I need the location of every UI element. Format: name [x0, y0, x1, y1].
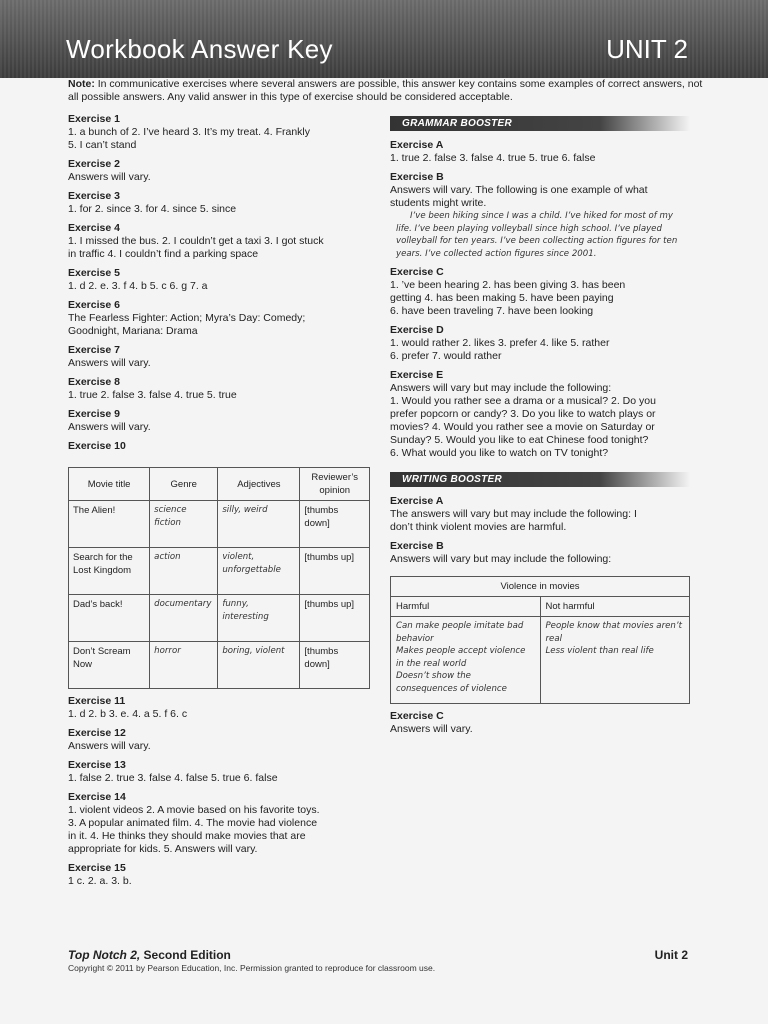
table-cell: [thumbs up]	[300, 595, 370, 642]
table-cell: [thumbs up]	[300, 548, 370, 595]
exercise-answer: 1. false 2. true 3. false 4. false 5. true 6. false	[68, 772, 278, 784]
exercise-answer: 1. violent videos 2. A movie based on his favorite toys.	[68, 804, 320, 816]
list-item: Can make people imitate bad behavior	[396, 621, 524, 644]
exercise-answer: The answers will vary but may include the following: I	[390, 508, 637, 520]
exercise-answer: Answers will vary.	[68, 171, 151, 183]
exercise-answer: prefer popcorn or candy? 3. Do you like to watch plays or	[390, 408, 656, 420]
table-cell: documentary	[150, 595, 218, 642]
table-cell: funny, interesting	[218, 595, 300, 642]
exercise-answer: 1. true 2. false 3. false 4. true 5. true 6. false	[390, 152, 596, 164]
note-label: Note:	[68, 78, 95, 90]
table-cell: action	[150, 548, 218, 595]
copyright-notice: Copyright © 2011 by Pearson Education, Inc. Permission granted to reproduce for classroom use.	[68, 963, 436, 973]
exercise-answer: 1. I missed the bus. 2. I couldn’t get a taxi 3. I got stuck	[68, 235, 324, 247]
table-cell: silly, weird	[218, 501, 300, 548]
exercise-answer: Answers will vary but may include the following:	[390, 382, 612, 394]
table-cell: boring, violent	[218, 642, 300, 689]
note-paragraph	[68, 78, 708, 104]
table-row	[69, 642, 370, 689]
exercise-title: Exercise 9	[68, 408, 120, 420]
exercise-answer: 5. I can’t stand	[68, 139, 137, 151]
exercise-answer: Answers will vary.	[390, 723, 473, 735]
example-paragraph: I’ve been hiking since I was a child. I’ve hiked for most of my life. I’ve been playing volleyball since high school. I’ve played volleyball for ten years. I’ve been collecting action figures for ten years. I’ve collected action figures since 2001.	[396, 211, 678, 259]
table-row	[391, 617, 690, 704]
exercise-answer: 6. prefer 7. would rather	[390, 350, 502, 362]
exercise-title: Exercise 13	[68, 759, 126, 771]
footer-book-title	[68, 948, 231, 962]
table-cell: Search for the Lost Kingdom	[69, 548, 150, 595]
exercise-title: Exercise 8	[68, 376, 120, 388]
table-cell: horror	[150, 642, 218, 689]
exercise-answer: Answers will vary. The following is one example of what	[390, 184, 648, 196]
page-header	[0, 0, 768, 78]
exercise-answer: 6. have been traveling 7. have been looking	[390, 305, 594, 317]
exercise-answer: 1. true 2. false 3. false 4. true 5. true	[68, 389, 237, 401]
exercise-title: Exercise 14	[68, 791, 126, 803]
exercise-title: Exercise 5	[68, 267, 120, 279]
harmful-cell	[391, 617, 541, 704]
exercise-answer: 1. ’ve been hearing 2. has been giving 3. has been	[390, 279, 626, 291]
exercise-answer: Answers will vary.	[68, 421, 151, 433]
writing-booster-banner: WRITING BOOSTER	[390, 472, 690, 487]
exercise-answer: don’t think violent movies are harmful.	[390, 521, 567, 533]
exercise-answer: 1 c. 2. a. 3. b.	[68, 875, 132, 887]
exercise-answer: 6. What would you like to watch on TV tonight?	[390, 447, 609, 459]
exercise-answer: students might write.	[390, 197, 487, 209]
exercise-title: Exercise 3	[68, 190, 120, 202]
note-text: In communicative exercises where several answers are possible, this answer key contains some examples of correct answers, not all possible answers. Any valid answer in this type of exercise should be considered acceptable.	[68, 78, 703, 103]
table-row	[69, 595, 370, 642]
exercise-answer: movies? 4. Would you rather see a movie on Saturday or	[390, 421, 655, 433]
exercise-title: Exercise B	[390, 540, 444, 552]
exercise-title: Exercise D	[390, 324, 444, 336]
exercise-title: Exercise 15	[68, 862, 126, 874]
exercise-title: Exercise 2	[68, 158, 120, 170]
exercise-answer: getting 4. has been making 5. have been paying	[390, 292, 614, 304]
exercise-title: Exercise 10	[68, 440, 126, 452]
table-cell: science fiction	[150, 501, 218, 548]
exercise-title: Exercise C	[390, 266, 444, 278]
exercise-answer: 3. A popular animated film. 4. The movie had violence	[68, 817, 318, 829]
footer-title: Top Notch 2,	[68, 948, 141, 962]
exercise-answer: Answers will vary.	[68, 357, 151, 369]
footer-edition: Second Edition	[140, 948, 231, 962]
list-item: Doesn’t show the consequences of violence	[396, 671, 507, 694]
exercise-answer: 1. Would you rather see a drama or a musical? 2. Do you	[390, 395, 656, 407]
table-cell: violent, unforgettable	[218, 548, 300, 595]
exercise-title: Exercise 6	[68, 299, 120, 311]
page-title: Workbook Answer Key	[66, 34, 333, 64]
table-cell: Don’t Scream Now	[69, 642, 150, 689]
unit-label: UNIT 2	[606, 34, 688, 64]
exercise-answer: in it. 4. He thinks they should make movies that are	[68, 830, 306, 842]
exercise-answer: appropriate for kids. 5. Answers will vary.	[68, 843, 258, 855]
table-cell: [thumbs down]	[300, 642, 370, 689]
exercise-title: Exercise 12	[68, 727, 126, 739]
exercise-answer: in traffic 4. I couldn’t find a parking space	[68, 248, 259, 260]
exercise-title: Exercise 1	[68, 113, 120, 125]
exercise-answer: 1. d 2. b 3. e. 4. a 5. f 6. c	[68, 708, 188, 720]
right-column	[390, 116, 690, 736]
table-row	[69, 501, 370, 548]
movies-table	[68, 467, 370, 689]
list-item: Makes people accept violence in the real world	[396, 646, 526, 669]
table-row	[69, 548, 370, 595]
exercise-title: Exercise C	[390, 710, 444, 722]
table-header: Genre	[150, 468, 218, 501]
exercise-answer: 1. would rather 2. likes 3. prefer 4. like 5. rather	[390, 337, 610, 349]
exercise-answer: Sunday? 5. Would you like to eat Chinese food tonight?	[390, 434, 649, 446]
exercise-title: Exercise 4	[68, 222, 120, 234]
table-header: Harmful	[391, 597, 541, 617]
exercise-title: Exercise B	[390, 171, 444, 183]
grammar-booster-banner: GRAMMAR BOOSTER	[390, 116, 690, 131]
exercise-answer: Answers will vary but may include the following:	[390, 553, 612, 565]
exercise-title: Exercise 7	[68, 344, 120, 356]
exercise-answer: 1. a bunch of 2. I’ve heard 3. It’s my treat. 4. Frankly	[68, 126, 311, 138]
list-item: Less violent than real life	[545, 646, 654, 656]
exercise-title: Exercise 11	[68, 695, 126, 707]
table-header: Reviewer’s opinion	[300, 468, 370, 501]
exercise-answer: Goodnight, Mariana: Drama	[68, 325, 198, 337]
list-item: People know that movies aren’t real	[545, 621, 682, 644]
exercise-answer: Answers will vary.	[68, 740, 151, 752]
not-harmful-cell	[540, 617, 690, 704]
exercise-answer: 1. d 2. e. 3. f 4. b 5. c 6. g 7. a	[68, 280, 208, 292]
exercise-title: Exercise A	[390, 495, 444, 507]
left-column	[68, 113, 368, 888]
exercise-title: Exercise E	[390, 369, 444, 381]
exercise-answer: The Fearless Fighter: Action; Myra’s Day: Comedy;	[68, 312, 306, 324]
table-header: Adjectives	[218, 468, 300, 501]
footer-unit: Unit 2	[654, 948, 688, 962]
exercise-answer: 1. for 2. since 3. for 4. since 5. since	[68, 203, 237, 215]
table-caption: Violence in movies	[391, 577, 690, 597]
violence-table	[390, 576, 690, 704]
exercise-title: Exercise A	[390, 139, 444, 151]
table-header: Movie title	[69, 468, 150, 501]
table-cell: The Alien!	[69, 501, 150, 548]
table-cell: Dad’s back!	[69, 595, 150, 642]
table-header: Not harmful	[540, 597, 690, 617]
table-cell: [thumbs down]	[300, 501, 370, 548]
